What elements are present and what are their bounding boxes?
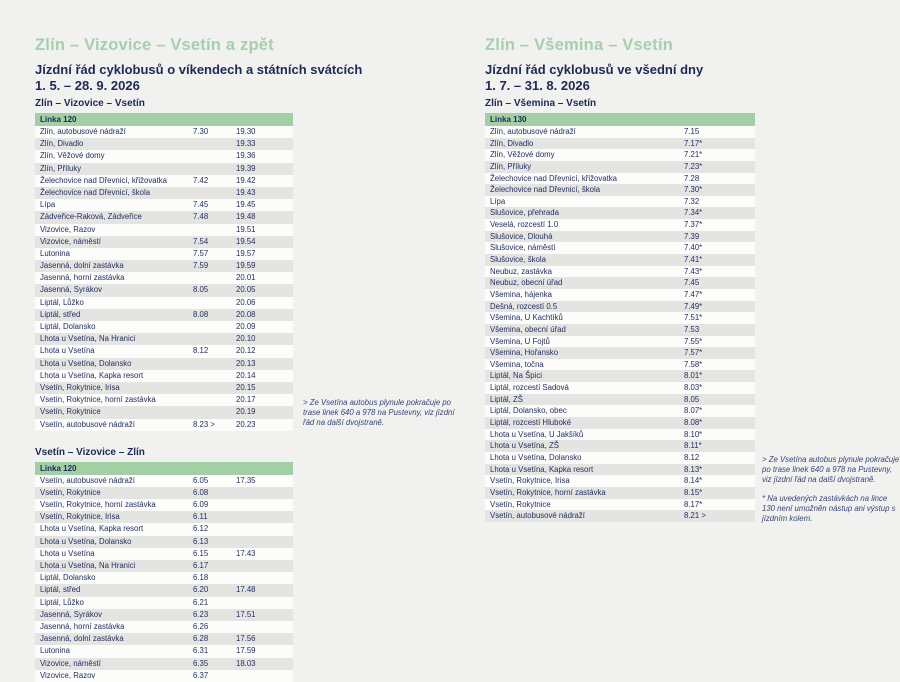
stop-name: Vsetín, Rokytnice, Irisa [40,382,120,392]
table-row [485,324,755,336]
stop-name: Jasenná, Syrákov [40,609,102,619]
stop-name: Všemina, obecní úřad [490,324,566,334]
departure-time: 8.12 [684,452,700,462]
departure-time: 7.32 [684,196,700,206]
departure-time: 8.05 [684,394,700,404]
departure-time-1: 6.18 [193,573,209,583]
table-row [35,370,293,382]
departure-time-1 [193,394,236,406]
departure-time-2: 19.33 [236,139,256,149]
footnote-left [303,398,458,437]
stop-name: Veselá, rozcestí 1.0 [490,220,559,230]
departure-time: 7.21* [684,150,703,160]
stop-name: Liptál, střed [40,585,81,595]
departure-time-2: 19.51 [236,224,256,234]
table-row [35,284,293,296]
stop-name: Všemina, hájenka [490,289,552,299]
table-row [485,207,755,219]
line-badge: Linka 120 [35,113,293,126]
departure-time: 8.11* [684,441,702,451]
footnote-text: > Ze Vsetína autobus plynule pokračuje po trase linek 640 a 978 na Pustevny, viz jízdní řád na další dvojstraně. [762,455,900,484]
departure-time-2: 20.01 [236,273,256,283]
section-title-return: Vsetín – Vizovice – Zlín [35,446,145,458]
departure-time-1: 7.42 [193,175,209,185]
departure-time: 7.17* [684,138,703,148]
table-row [35,187,293,199]
departure-time-2: 17.56 [236,634,256,644]
departure-time-2: 18.03 [236,658,256,668]
departure-time-1: 6.35 [193,658,209,668]
departure-time: 8.17* [684,499,703,509]
table-row [35,548,293,560]
stop-name: Všemina, U Fojtů [490,336,550,346]
table-row [35,658,293,670]
departure-time-2 [236,536,293,548]
departure-time-1 [193,224,236,236]
table-row [35,499,293,511]
departure-time-2: 19.54 [236,236,256,246]
departure-time-2: 19.42 [236,175,256,185]
departure-time-1: 7.54 [193,236,209,246]
table-row [485,417,755,429]
departure-time-2: 20.14 [236,370,256,380]
departure-time-2: 19.39 [236,163,256,173]
departure-time: 8.03* [684,383,703,393]
stop-name: Liptál, ZŠ [490,394,523,404]
table-row [485,219,755,231]
stop-name: Všemina, točna [490,359,544,369]
departure-time-2 [236,572,293,584]
departure-time: 7.30* [684,185,703,195]
table-row [485,196,755,208]
line-badge: Linka 130 [485,113,755,126]
departure-time-2 [236,670,293,682]
departure-time-1 [193,163,236,175]
table-row [35,394,293,406]
table-row [485,301,755,313]
stop-name: Vsetín, Rokytnice [40,407,101,417]
table-row [485,312,755,324]
departure-time-1: 6.12 [193,524,209,534]
stop-name: Lhota u Vsetína, Kapka resort [40,370,144,380]
table-row [485,499,755,511]
departure-time-1: 6.13 [193,536,209,546]
table-row [35,572,293,584]
departure-time: 7.40* [684,243,703,253]
departure-time: 7.49* [684,301,703,311]
stop-name: Lhota u Vsetína, Kapka resort [40,524,144,534]
table-row [485,138,755,150]
departure-time: 7.39 [684,231,700,241]
table-row [35,536,293,548]
stop-name: Želechovice nad Dřevnicí, škola [40,187,151,197]
stop-name: Lhota u Vsetína [40,346,95,356]
departure-time: 8.10* [684,429,703,439]
table-row [35,211,293,223]
table-row [35,670,293,682]
departure-time: 7.23* [684,161,703,171]
stop-name: Liptál, Dolansko [40,573,96,583]
stop-name: Liptál, Lůžko [40,297,84,307]
departure-time-1: 6.26 [193,621,209,631]
departure-time-1 [193,358,236,370]
departure-time-1 [193,150,236,162]
stop-name: Zlín, Příluky [490,161,532,171]
stop-name: Zlín, Věžové domy [40,151,105,161]
stop-name: Lhota u Vsetína, Na Hranici [40,561,136,570]
table-row [35,511,293,523]
timetable-title-right: Jízdní řád cyklobusů ve všední dny [485,62,704,77]
stop-name: Slušovice, Dlouhá [490,231,553,241]
departure-time-1: 8.23 > [193,419,215,429]
stop-name: Vsetín, Rokytnice, Irisa [40,512,120,522]
departure-time-1: 6.21 [193,597,209,607]
table-row [35,199,293,211]
stop-name: Liptál, Dolansko [40,322,96,331]
departure-time-1: 6.15 [193,548,209,558]
departure-time-1: 6.28 [193,634,209,644]
stop-name: Liptál, Lůžko [40,597,84,607]
table-row [35,645,293,657]
departure-time-2: 20.15 [236,382,256,392]
departure-time: 8.13* [684,464,703,474]
date-range-right: 1. 7. – 31. 8. 2026 [485,77,590,93]
stop-name: Dešná, rozcestí 0.5 [490,301,558,311]
departure-time-2: 17.51 [236,609,256,619]
departure-time-2: 17.48 [236,585,256,595]
departure-time-2: 19.36 [236,151,256,161]
line-badge: Linka 120 [35,462,293,475]
stop-name: Všemina, U Kachtíků [490,313,563,323]
stop-name: Lípa [490,196,506,206]
table-row [35,126,293,138]
timetable-title-left: Jízdní řád cyklobusů o víkendech a státních svátcích [35,62,363,77]
stop-name: Vsetín, Rokytnice, horní zastávka [490,487,606,497]
departure-time-1 [193,138,236,150]
table-row [35,309,293,321]
table-row [35,150,293,162]
departure-time-2: 20.19 [236,407,256,417]
departure-time-2: 17.59 [236,646,256,656]
stop-name: Lhota u Vsetína, Dolansko [40,536,132,546]
table-row [485,242,755,254]
departure-time-1 [193,333,236,345]
stop-name: Vizovice, Razov [40,224,96,234]
departure-time-1 [193,321,236,333]
departure-time-1: 8.12 [193,346,209,356]
departure-time-1: 7.45 [193,200,209,210]
stop-name: Slušovice, škola [490,255,546,265]
stop-name: Vsetín, Rokytnice [40,487,101,497]
timetable-rows [35,126,293,431]
timetable-return [35,462,293,682]
stop-name: Liptál, střed [40,309,81,319]
stop-name: Zlín, autobusové nádraží [490,127,576,136]
departure-time-2: 20.06 [236,297,256,307]
table-row [485,475,755,487]
table-row [35,597,293,609]
departure-time-2: 19.57 [236,248,256,258]
departure-time-1 [193,272,236,284]
departure-time-1: 6.08 [193,487,209,497]
stop-name: Všemina, Hořansko [490,348,559,358]
departure-time: 7.43* [684,266,703,276]
table-row [35,406,293,418]
departure-time-1 [193,406,236,418]
departure-time-2 [236,523,293,535]
departure-time-1: 6.17 [193,561,209,570]
stop-name: Zlín, Věžové domy [490,150,555,160]
stop-name: Vsetín, Rokytnice, horní zastávka [40,395,156,405]
table-row [35,248,293,260]
stop-name: Lhota u Vsetína, Dolansko [490,452,582,462]
stop-name: Lhota u Vsetína, Na Hranici [40,334,136,344]
stop-name: Vsetín, Rokytnice, Irisa [490,476,570,486]
departure-time-2 [236,499,293,511]
section-title-right: Zlín – Všemina – Vsetín [485,98,597,109]
table-row [35,475,293,487]
table-row [485,173,755,185]
table-row [485,510,755,522]
table-row [35,321,293,333]
table-row [485,487,755,499]
stop-name: Lutonina [40,646,70,656]
table-row [35,487,293,499]
departure-time-2: 20.10 [236,334,256,344]
departure-time-1: 8.05 [193,285,209,295]
table-row [485,277,755,289]
table-row [485,370,755,382]
stop-name: Liptál, Na Špici [490,371,543,381]
stop-name: Vizovice, Razov [40,670,96,680]
stop-name: Jasenná, dolní zastávka [40,634,124,644]
table-row [485,464,755,476]
stop-name: Lutonina [40,248,70,258]
stop-name: Želechovice nad Dřevnicí, škola [490,185,601,195]
stop-name: Zlín, Divadlo [40,139,84,149]
departure-time-2: 19.48 [236,212,256,222]
departure-time-2: 19.45 [236,200,256,210]
departure-time-1: 7.48 [193,212,209,222]
departure-time-2: 20.08 [236,309,256,319]
table-row [485,429,755,441]
departure-time-1: 7.30 [193,127,209,136]
table-row [35,345,293,357]
stop-name: Lhota u Vsetína, U Jakšíků [490,429,584,439]
stop-name: Vsetín, autobusové nádraží [490,511,585,521]
table-row [35,175,293,187]
route-heading-left: Zlín – Vizovice – Vsetín a zpět [35,36,274,54]
table-row [35,523,293,535]
stop-name: Liptál, rozcestí Sadová [490,383,569,393]
table-row [485,231,755,243]
departure-time: 7.41* [684,255,703,265]
departure-time-1 [193,297,236,309]
departure-time: 7.58* [684,359,703,369]
stop-name: Želechovice nad Dřevnicí, křižovatka [40,175,167,185]
departure-time-1: 6.31 [193,646,209,656]
table-row [35,260,293,272]
table-row [485,336,755,348]
table-row [485,184,755,196]
table-row [35,333,293,345]
departure-time-2 [236,487,293,499]
departure-time-2 [236,597,293,609]
timetable-rows [485,126,755,522]
departure-time: 8.15* [684,487,703,497]
stop-name: Lhota u Vsetína, Kapka resort [490,464,594,474]
table-row [35,272,293,284]
table-row [485,289,755,301]
departure-time-2: 20.13 [236,358,256,368]
stop-name: Zlín, autobusové nádraží [40,127,126,136]
departure-time-1 [193,187,236,199]
timetable-rows [35,475,293,682]
table-row [35,560,293,572]
table-row [35,419,293,431]
table-row [35,297,293,309]
stop-name: Vsetín, Rokytnice [490,499,551,509]
table-row [35,236,293,248]
stop-name: Zádveřice-Raková, Zádveřice [40,212,142,222]
departure-time-2 [236,511,293,523]
departure-time-1: 6.23 [193,609,209,619]
footnote-right [762,455,900,533]
section-title-outbound: Zlín – Vizovice – Vsetín [35,98,145,109]
departure-time-1: 6.09 [193,500,209,510]
departure-time-2: 19.43 [236,187,256,197]
table-row [485,266,755,278]
stop-name: Zlín, Příluky [40,163,82,173]
departure-time-2: 19.59 [236,261,256,271]
table-row [485,126,755,138]
table-row [485,440,755,452]
departure-time: 8.21 > [684,511,706,521]
table-row [485,347,755,359]
table-row [485,161,755,173]
table-row [35,584,293,596]
departure-time-2: 17.35 [236,475,256,485]
departure-time-1: 6.05 [193,475,209,485]
stop-name: Jasenná, horní zastávka [40,273,125,283]
departure-time: 7.37* [684,220,703,230]
departure-time-2: 20.17 [236,395,256,405]
table-row [485,452,755,464]
table-row [485,382,755,394]
timetable-weekday [485,113,755,522]
departure-time-2 [236,621,293,633]
departure-time: 8.07* [684,406,703,416]
departure-time: 7.51* [684,313,703,323]
table-row [35,382,293,394]
departure-time: 7.53 [684,324,700,334]
departure-time-1: 6.20 [193,585,209,595]
footnote-text: * Na uvedených zastávkách na lince 130 není umožněn nástup ani výstup s jízdním kolem. [762,494,896,523]
departure-time-1: 6.11 [193,512,208,522]
stop-name: Vsetín, autobusové nádraží [40,475,135,485]
stop-name: Vsetín, autobusové nádraží [40,419,135,429]
departure-time-2: 20.05 [236,285,256,295]
table-row [35,163,293,175]
departure-time-2 [236,560,293,572]
stop-name: Jasenná, dolní zastávka [40,261,124,271]
stop-name: Slušovice, přehrada [490,208,559,218]
departure-time-2: 20.12 [236,346,256,356]
route-heading-right: Zlín – Všemina – Vsetín [485,36,674,54]
stop-name: Liptál, Dolansko, obec [490,406,567,416]
departure-time-1 [193,370,236,382]
departure-time-2: 19.30 [236,127,256,136]
footnote-text: > Ze Vsetína autobus plynule pokračuje po trase linek 640 a 978 na Pustevny, viz jízdní řád na další dvojstraně. [303,398,455,427]
departure-time: 7.57* [684,348,703,358]
table-row [35,633,293,645]
table-row [35,138,293,150]
departure-time-2: 20.23 [236,419,256,429]
departure-time: 7.15 [684,127,700,136]
table-row [485,405,755,417]
stop-name: Vizovice, náměstí [40,236,101,246]
departure-time-1: 7.57 [193,248,209,258]
table-row [485,254,755,266]
table-row [35,358,293,370]
stop-name: Lhota u Vsetína, ZŠ [490,441,559,451]
table-row [35,224,293,236]
stop-name: Neubuz, zastávka [490,266,552,276]
stop-name: Lhota u Vsetína [40,548,95,558]
departure-time-1 [193,382,236,394]
departure-time: 7.34* [684,208,703,218]
timetable-outbound [35,113,293,431]
departure-time-1: 6.37 [193,670,209,680]
departure-time: 7.47* [684,289,703,299]
stop-name: Lípa [40,200,56,210]
departure-time: 7.28 [684,173,700,183]
departure-time: 7.45 [684,278,700,288]
date-range-left: 1. 5. – 28. 9. 2026 [35,77,140,93]
table-row [35,609,293,621]
stop-name: Liptál, rozcestí Hluboké [490,418,572,428]
departure-time: 8.01* [684,371,703,381]
table-row [485,149,755,161]
departure-time: 8.08* [684,418,703,428]
table-row [485,394,755,406]
stop-name: Zlín, Divadlo [490,138,534,148]
table-row [35,621,293,633]
departure-time-1: 7.59 [193,261,209,271]
departure-time-2: 17.43 [236,548,256,558]
departure-time: 7.55* [684,336,703,346]
departure-time-2: 20.09 [236,322,256,331]
stop-name: Lhota u Vsetína, Dolansko [40,358,132,368]
stop-name: Neubuz, obecní úřad [490,278,563,288]
stop-name: Jasenná, horní zastávka [40,621,125,631]
stop-name: Vsetín, Rokytnice, horní zastávka [40,500,156,510]
stop-name: Slušovice, náměstí [490,243,556,253]
stop-name: Vizovice, náměstí [40,658,101,668]
table-row [485,359,755,371]
stop-name: Želechovice nad Dřevnicí, křižovatka [490,173,617,183]
departure-time: 8.14* [684,476,703,486]
stop-name: Jasenná, Syrákov [40,285,102,295]
right-page-column [485,36,890,522]
left-page-column [35,36,465,682]
departure-time-1: 8.08 [193,309,209,319]
